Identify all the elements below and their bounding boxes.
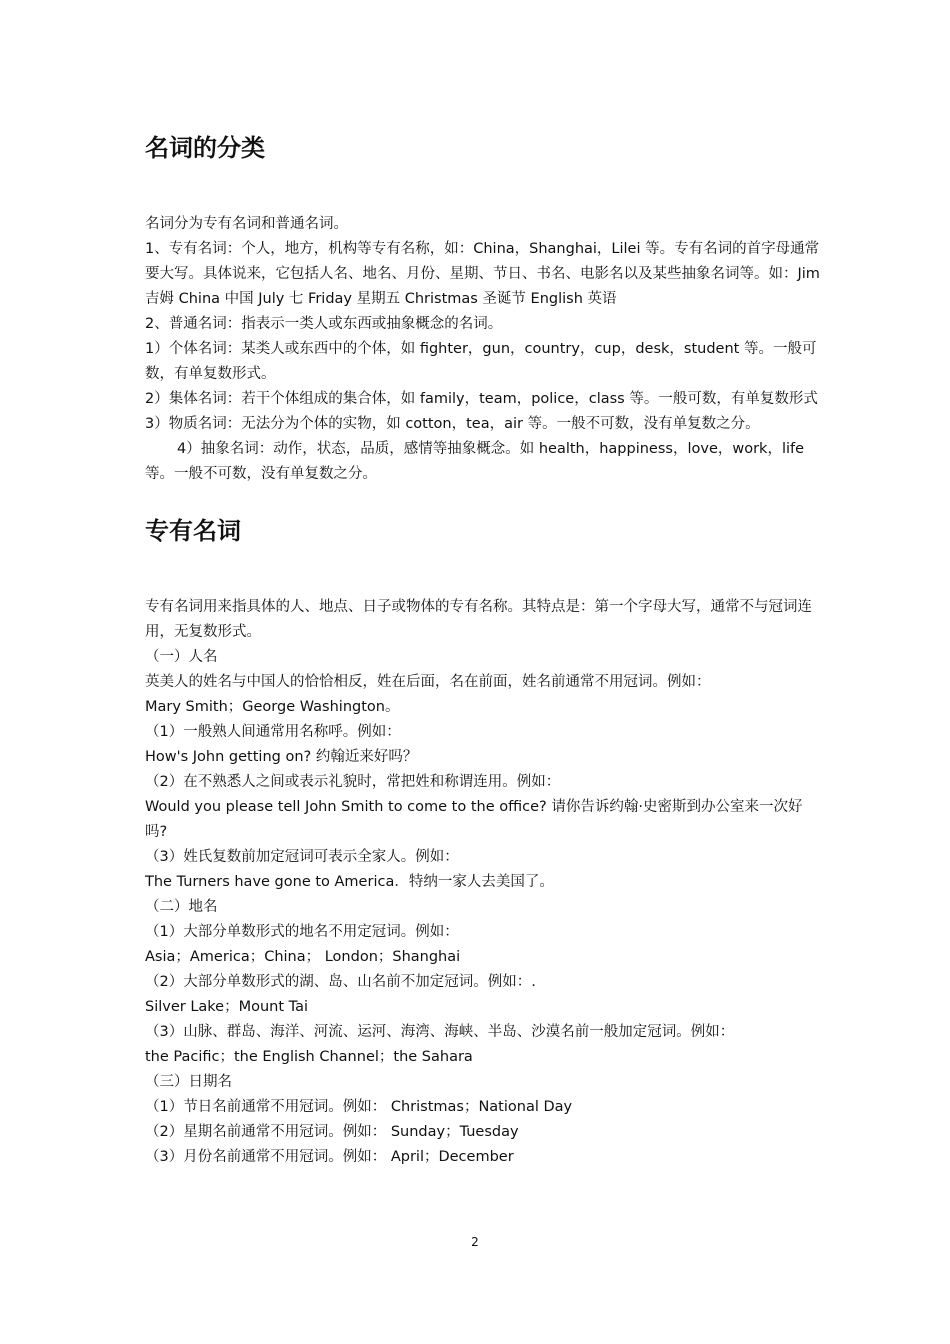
paragraph: 2、普通名词：指表示一类人或东西或抽象概念的名词。 — [145, 316, 503, 332]
document-body — [145, 128, 820, 1170]
paragraph: （1）一般熟人间通常用名称呼。例如： — [145, 724, 401, 740]
example-line: the Pacific；the English Channel；the Sahara — [145, 1049, 473, 1065]
paragraph: 专有名词用来指具体的人、地点、日子或物体的专有名称。其特点是：第一个字母大写，通常不与冠词连用，无复数形式。 — [145, 599, 812, 640]
example-line: The Turners have gone to America．特纳一家人去美国了。 — [145, 874, 554, 890]
paragraph: 3）物质名词：无法分为个体的实物，如 cotton，tea，air 等。一般不可数，没有单复数之分。 — [145, 416, 760, 432]
paragraph: 2）集体名词：若干个体组成的集合体，如 family，team，police，class 等。一般可数，有单复数形式 — [145, 391, 818, 407]
subheading: （三）日期名 — [145, 1074, 232, 1090]
paragraph: （2）大部分单数形式的湖、岛、山名前不加定冠词。例如：. — [145, 974, 536, 990]
paragraph: 名词分为专有名词和普通名词。 — [145, 216, 348, 232]
paragraph: 英美人的姓名与中国人的恰恰相反，姓在后面，名在前面，姓名前通常不用冠词。例如： — [145, 674, 711, 690]
example-line: Mary Smith；George Washington。 — [145, 699, 400, 715]
paragraph: （3）姓氏复数前加定冠词可表示全家人。例如： — [145, 849, 459, 865]
page-number: 2 — [471, 1235, 479, 1249]
example-line: Silver Lake；Mount Tai — [145, 999, 309, 1015]
paragraph: 1、专有名词：个人，地方，机构等专有名称，如：China，Shanghai，Lilei 等。专有名词的首字母通常要大写。具体说来，它包括人名、地名、月份、星期、节日、书名、电影名以及某些抽象名词等。如：Jim 吉姆 China 中国 July 七 Friday 星期五 Christmas 圣诞节 English 英语 — [145, 241, 820, 307]
example-line: How's John getting on? 约翰近来好吗？ — [145, 749, 418, 765]
paragraph: （3）月份名前通常不用冠词。例如： April；December — [145, 1149, 514, 1165]
paragraph: （1）节日名前通常不用冠词。例如： Christmas；National Day — [145, 1099, 573, 1115]
paragraph: （3）山脉、群岛、海洋、河流、运河、海湾、海峡、半岛、沙漠名前一般加定冠词。例如： — [145, 1024, 735, 1040]
example-line: Would you please tell John Smith to come to the office? 请你告诉约翰·史密斯到办公室来一次好吗? — [145, 799, 803, 840]
paragraph: 1）个体名词：某类人或东西中的个体，如 fighter，gun，country，cup，desk，student 等。一般可数，有单复数形式。 — [145, 341, 817, 382]
section-heading-noun-classification: 名词的分类 — [145, 134, 265, 162]
paragraph: （2）在不熟悉人之间或表示礼貌时，常把姓和称谓连用。例如： — [145, 774, 561, 790]
paragraph: （2）星期名前通常不用冠词。例如： Sunday；Tuesday — [145, 1124, 519, 1140]
example-line: Asia；America；China； London；Shanghai — [145, 949, 461, 965]
paragraph: （1）大部分单数形式的地名不用定冠词。例如： — [145, 924, 459, 940]
subheading: （一）人名 — [145, 649, 218, 665]
subheading: （二）地名 — [145, 899, 218, 915]
section-heading-proper-nouns: 专有名词 — [145, 517, 241, 545]
paragraph: 4）抽象名词：动作，状态，品质，感情等抽象概念。如 health，happiness，love，work，life 等。一般不可数，没有单复数之分。 — [145, 441, 805, 482]
